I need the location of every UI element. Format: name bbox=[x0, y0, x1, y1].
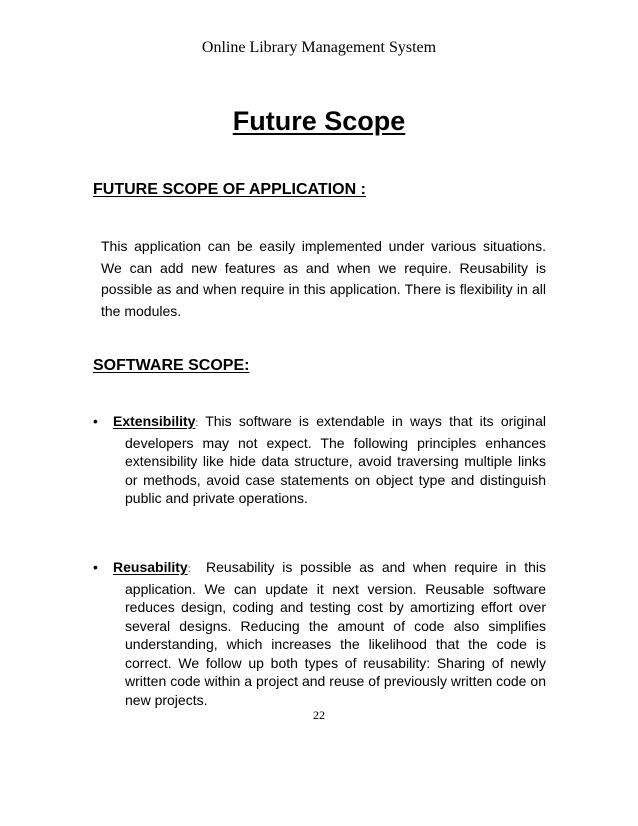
bullet-term-extensibility: Extensibility bbox=[113, 413, 196, 429]
bullet-dot-icon: • bbox=[93, 559, 98, 575]
bullet-text-extensibility: This software is extendable in ways that its original developers may not expect. The following principles enhances extensibility like hide data structure, avoid traversing multiple links or methods, avoid case statements on object type and distinguish public and private operations. bbox=[125, 413, 546, 506]
page-title: Future Scope bbox=[232, 106, 406, 136]
section-heading-software-scope: SOFTWARE SCOPE: bbox=[93, 357, 250, 374]
page-number: 22 bbox=[313, 708, 325, 722]
bullet-separator: : bbox=[195, 418, 199, 429]
future-scope-paragraph: This application can be easily implemented under various situations. We can add new features as and when we require. Reusability is possible as and when require in this application. There is flexibility in all the modules. bbox=[101, 238, 546, 319]
bullet-item-reusability bbox=[93, 558, 550, 709]
bullet-term-reusability: Reusability bbox=[113, 559, 188, 575]
bullet-text-reusability: Reusability is possible as and when require in this application. We can update it next version. Reusable software reduces design, coding and testing cost by amortizing effort over several designs. Reducing the amount of code also simplifies understanding, which increases the likelihood that the code is correct. We follow up both types of reusability: Sharing of newly written code within a project and reuse of previously written code on new projects. bbox=[125, 559, 550, 708]
bullet-dot-icon: • bbox=[93, 413, 98, 429]
bullet-item-extensibility bbox=[93, 412, 546, 508]
bullet-separator: : bbox=[187, 564, 191, 575]
running-header: Online Library Management System bbox=[201, 39, 437, 56]
section-heading-future-scope-of-application: FUTURE SCOPE OF APPLICATION : bbox=[93, 181, 366, 198]
